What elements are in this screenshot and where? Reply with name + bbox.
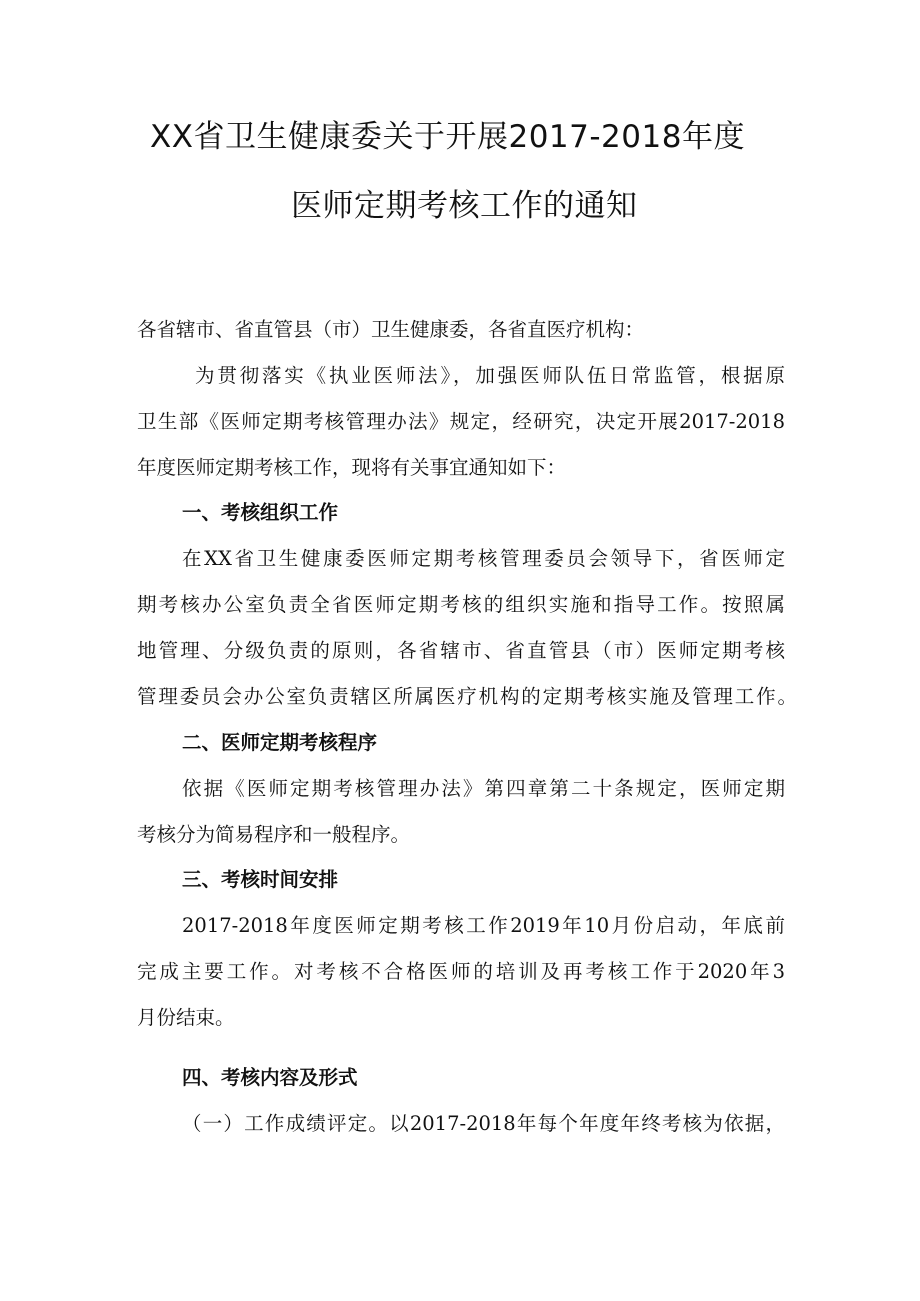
section-heading-3: 三、考核时间安排 [182,868,339,891]
salutation: 各省辖市、省直管县（市）卫生健康委，各省直医疗机构： [137,318,645,341]
section-2-line-2: 考核分为简易程序和一般程序。 [137,823,411,846]
section-heading-4: 四、考核内容及形式 [182,1066,358,1089]
section-3-line-1: 2017-2018年度医师定期考核工作2019年10月份启动，年底前 [182,914,785,937]
section-1-line-3: 地管理、分级负责的原则，各省辖市、省直管县（市）医师定期考核 [137,639,785,662]
section-3-line-2: 完成主要工作。对考核不合格医师的培训及再考核工作于2020年3 [137,960,785,983]
intro-line-1: 为贯彻落实《执业医师法》，加强医师队伍日常监管，根据原 [195,364,785,387]
section-1-line-1: 在XX省卫生健康委医师定期考核管理委员会领导下，省医师定 [182,547,785,570]
document-title-line-2: 医师定期考核工作的通知 [291,188,638,224]
intro-line-3: 年度医师定期考核工作，现将有关事宜通知如下： [137,456,567,479]
section-3-line-3: 月份结束。 [137,1006,235,1029]
section-4-line-1: （一）工作成绩评定。以2017-2018年每个年度年终考核为依据， [182,1112,785,1135]
section-1-line-4: 管理委员会办公室负责辖区所属医疗机构的定期考核实施及管理工作。 [137,685,797,708]
section-heading-2: 二、医师定期考核程序 [182,731,378,754]
section-1-line-2: 期考核办公室负责全省医师定期考核的组织实施和指导工作。按照属 [137,593,785,616]
section-2-line-1: 依据《医师定期考核管理办法》第四章第二十条规定，医师定期 [182,777,785,800]
document-title-line-1: XX省卫生健康委关于开展2017-2018年度 [150,119,745,155]
section-heading-1: 一、考核组织工作 [182,501,339,524]
intro-line-2: 卫生部《医师定期考核管理办法》规定，经研究，决定开展2017-2018 [137,410,785,433]
